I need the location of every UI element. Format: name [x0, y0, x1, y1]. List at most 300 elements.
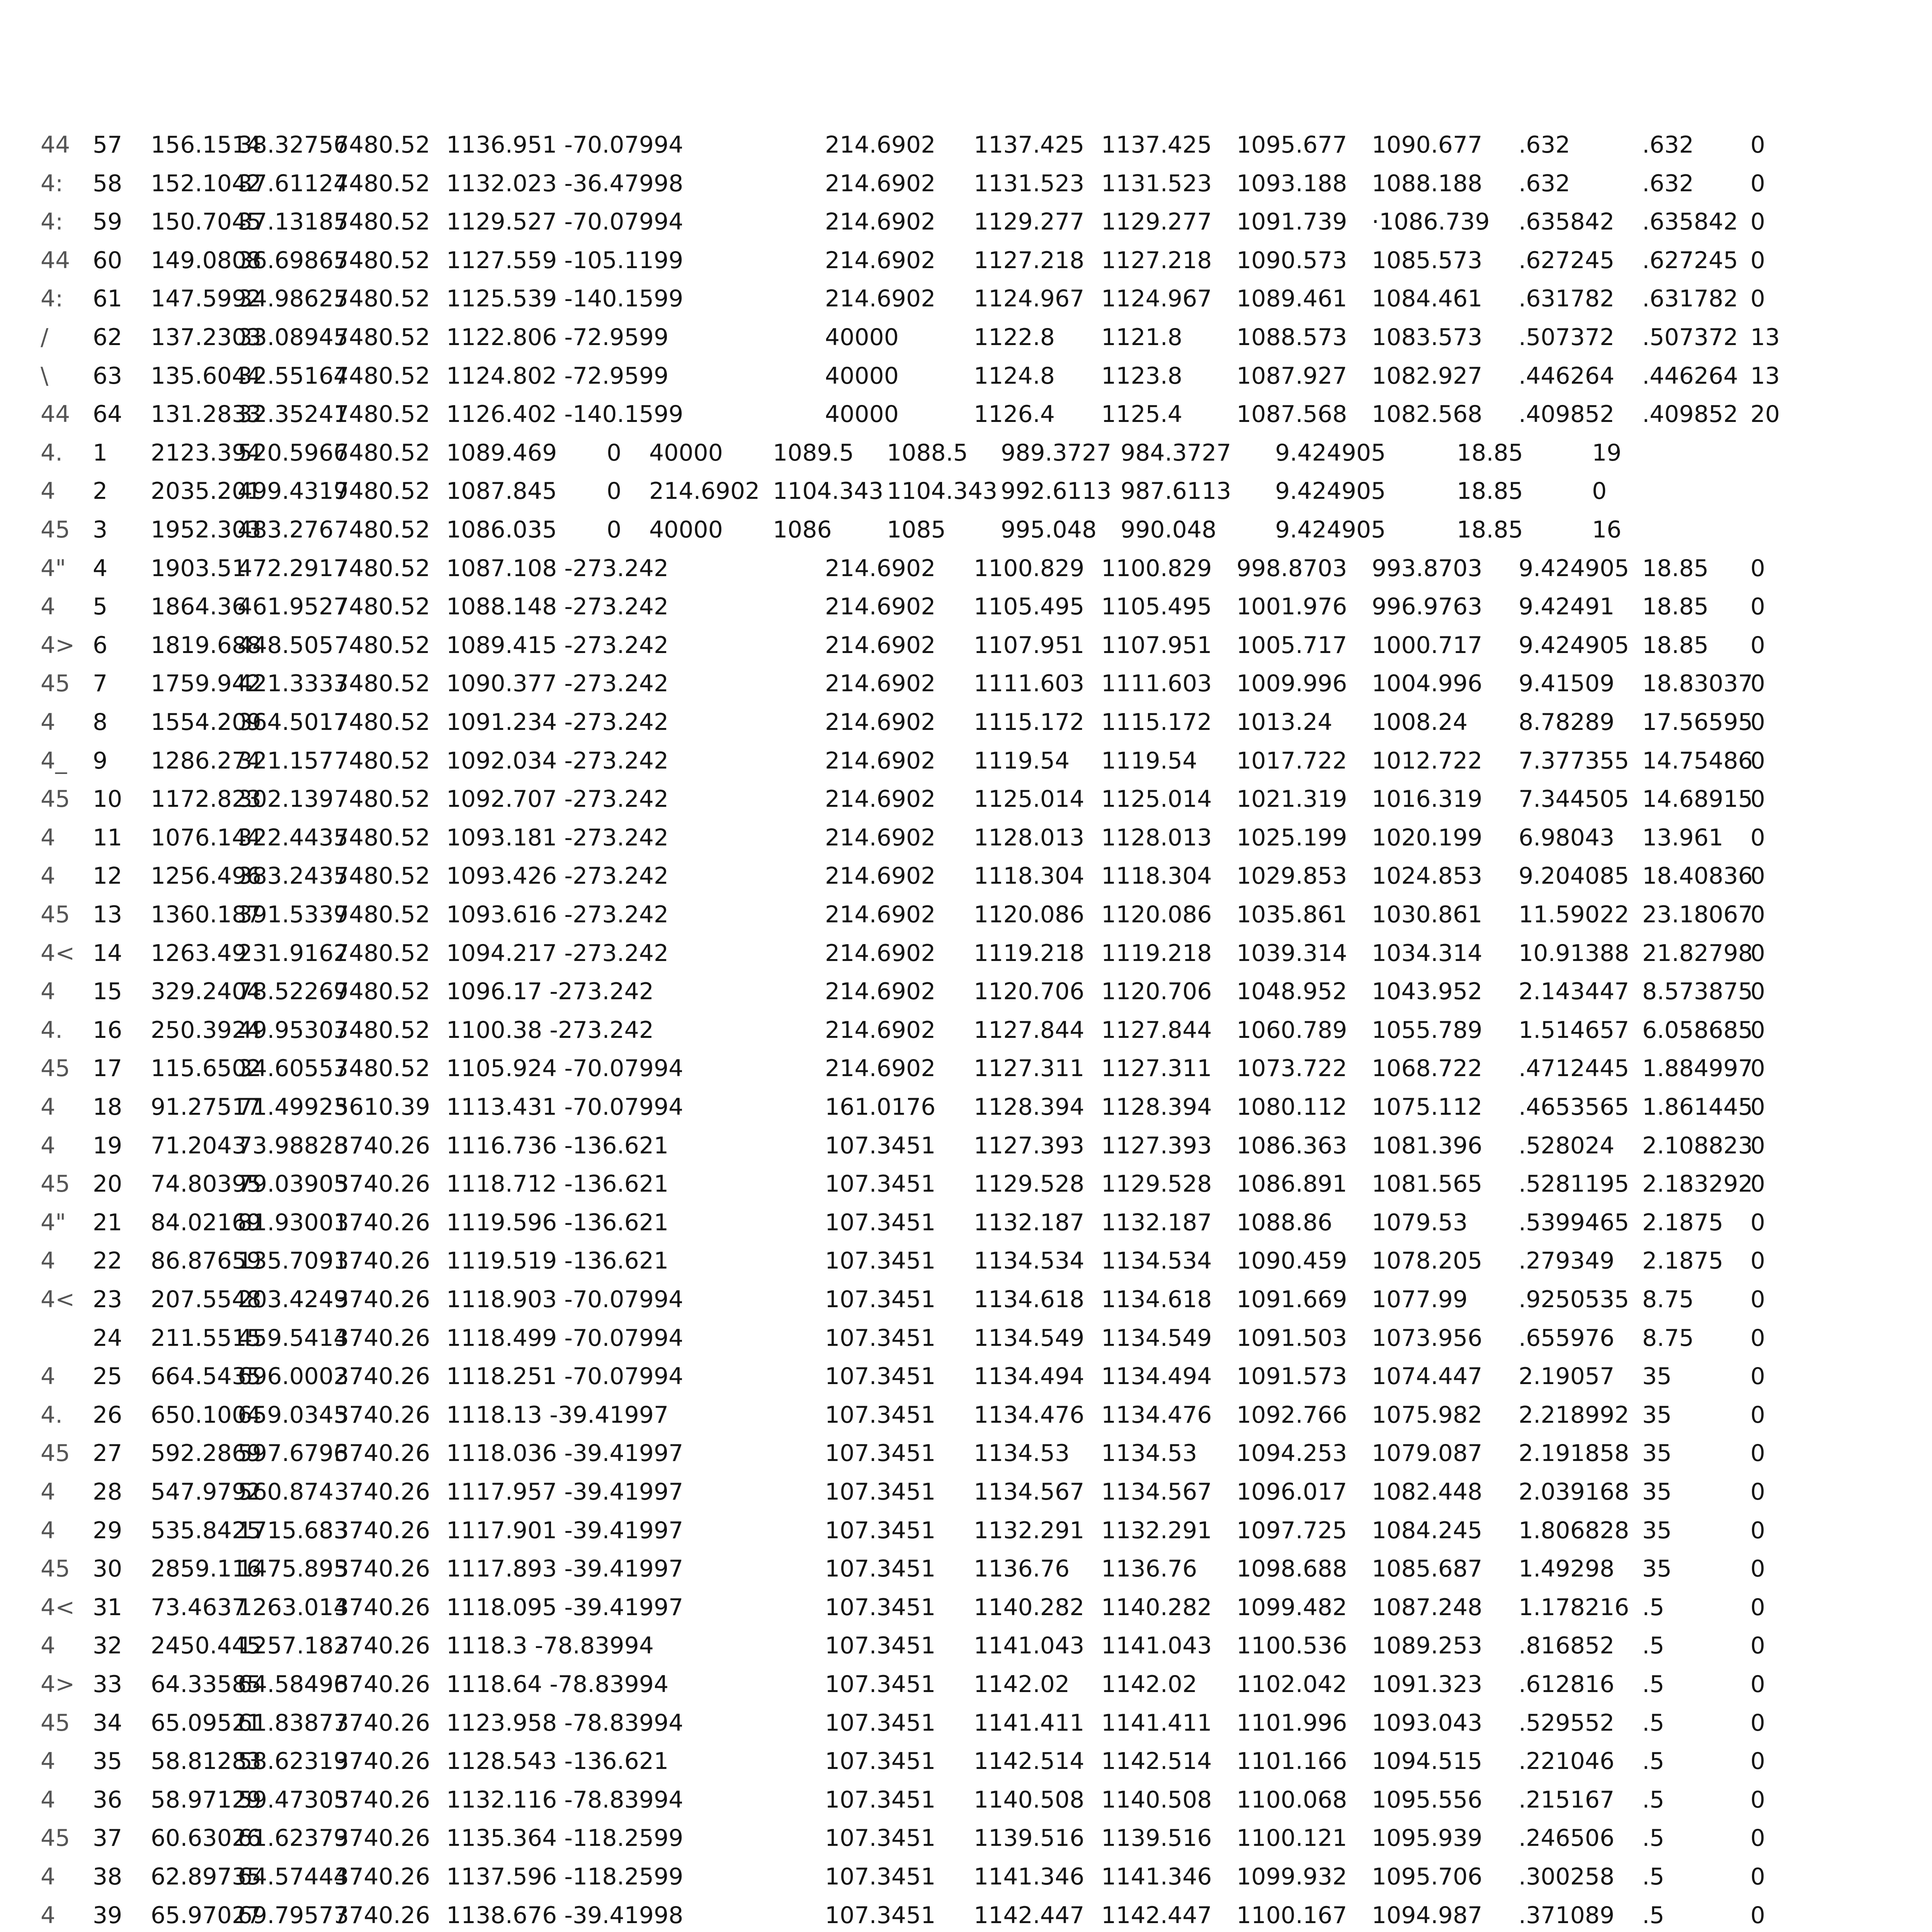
- table-cell: 1094.987: [1372, 1901, 1483, 1929]
- table-cell: 7480.52: [334, 362, 430, 389]
- row-marker: 4: [41, 593, 56, 621]
- table-cell: 1097.725: [1236, 1517, 1347, 1544]
- table-cell: 1115.172: [1101, 709, 1212, 736]
- table-cell: 7480.52: [334, 978, 430, 1005]
- table-cell: 1119.218: [1101, 939, 1212, 967]
- table-cell: 1082.568: [1372, 401, 1483, 428]
- table-cell: 1100.829: [974, 554, 1085, 582]
- table-cell: 1074.447: [1372, 1363, 1483, 1390]
- table-cell: 9.424905: [1519, 554, 1629, 582]
- table-cell: 1120.706: [1101, 978, 1212, 1005]
- table-cell: 9.424905: [1519, 631, 1629, 659]
- table-cell: 1120.086: [1101, 901, 1212, 928]
- table-cell: 107.3451: [825, 1363, 936, 1390]
- row-index: 10: [93, 786, 122, 813]
- table-cell: .627245: [1519, 247, 1615, 274]
- table-cell: 214.6902: [825, 862, 936, 890]
- table-cell: 472.2917: [238, 554, 349, 582]
- table-cell: 20: [1750, 401, 1780, 428]
- table-cell: 71.2043: [151, 1132, 247, 1159]
- table-cell: 34.60553: [238, 1055, 349, 1082]
- table-cell: 1134.494: [1101, 1363, 1212, 1390]
- row-index: 62: [93, 324, 122, 351]
- row-marker: 4": [41, 1209, 66, 1236]
- row-marker: 44: [41, 401, 70, 428]
- table-cell: 364.5017: [238, 709, 349, 736]
- table-cell: 1034.314: [1372, 939, 1483, 967]
- table-cell: 8.573875: [1642, 978, 1753, 1005]
- table-cell: 7480.52: [334, 247, 430, 274]
- table-cell: 9.424905: [1275, 478, 1386, 505]
- table-cell: 1125.539 -140.1599: [446, 285, 684, 313]
- table-cell: 60.63026: [151, 1825, 262, 1852]
- table-cell: 1142.447: [974, 1901, 1085, 1929]
- table-cell: 107.3451: [825, 1748, 936, 1775]
- row-marker: 4<: [41, 1594, 75, 1621]
- table-cell: 7480.52: [334, 131, 430, 158]
- table-cell: 1025.199: [1236, 824, 1347, 851]
- table-cell: 37.61124: [238, 170, 349, 197]
- row-index: 32: [93, 1632, 122, 1660]
- table-cell: 1142.02: [974, 1671, 1070, 1698]
- table-cell: 1134.494: [974, 1363, 1085, 1390]
- table-cell: 0: [1750, 131, 1765, 158]
- table-cell: 421.3333: [238, 670, 349, 697]
- row-marker: \: [41, 362, 49, 389]
- table-cell: 1134.53: [974, 1440, 1070, 1467]
- table-cell: 3740.26: [334, 1209, 430, 1236]
- table-cell: 1119.54: [974, 747, 1070, 774]
- table-cell: 18.83037: [1642, 670, 1753, 697]
- table-cell: 0: [1750, 747, 1765, 774]
- row-index: 27: [93, 1440, 122, 1467]
- table-cell: 1100.068: [1236, 1786, 1347, 1813]
- table-cell: 1137.596 -118.2599: [446, 1863, 684, 1890]
- table-cell: 1090.573: [1236, 247, 1347, 274]
- table-cell: 3740.26: [334, 1363, 430, 1390]
- table-cell: 32.55164: [238, 362, 349, 389]
- table-cell: 13: [1750, 324, 1780, 351]
- table-cell: 1094.515: [1372, 1748, 1483, 1775]
- table-cell: 7480.52: [334, 1016, 430, 1044]
- table-cell: 1105.924 -70.07994: [446, 1055, 684, 1082]
- table-cell: 995.048: [1001, 516, 1097, 543]
- table-cell: 1127.311: [974, 1055, 1085, 1082]
- table-cell: 1009.996: [1236, 670, 1347, 697]
- table-cell: 35: [1642, 1401, 1672, 1429]
- table-cell: 18.85: [1457, 516, 1523, 543]
- table-cell: 1084.245: [1372, 1517, 1483, 1544]
- table-cell: 1088.188: [1372, 170, 1483, 197]
- table-cell: 9.42491: [1519, 593, 1615, 621]
- row-index: 30: [93, 1555, 122, 1583]
- table-cell: .631782: [1642, 285, 1738, 313]
- table-cell: 74.80395: [151, 1170, 262, 1198]
- table-cell: 1118.095 -39.41997: [446, 1594, 684, 1621]
- table-cell: 40000: [649, 516, 723, 543]
- table-cell: 1138.676 -39.41998: [446, 1901, 684, 1929]
- table-cell: 214.6902: [825, 1055, 936, 1082]
- table-cell: 40000: [825, 401, 899, 428]
- table-cell: 0: [1750, 1671, 1765, 1698]
- table-cell: 1128.013: [974, 824, 1085, 851]
- table-cell: 1118.036 -39.41997: [446, 1440, 684, 1467]
- table-cell: 1093.616 -273.242: [446, 901, 669, 928]
- table-cell: .279349: [1519, 1247, 1615, 1275]
- row-marker: 4: [41, 1901, 56, 1929]
- table-cell: 0: [1750, 1594, 1765, 1621]
- table-cell: 0: [1750, 1786, 1765, 1813]
- table-cell: 1089.253: [1372, 1632, 1483, 1660]
- table-cell: 1012.722: [1372, 747, 1483, 774]
- table-cell: 107.3451: [825, 1786, 936, 1813]
- table-cell: 23.18067: [1642, 901, 1753, 928]
- row-marker: 4.: [41, 439, 63, 466]
- table-cell: 1123.958 -78.83994: [446, 1709, 684, 1736]
- table-cell: 214.6902: [649, 478, 760, 505]
- table-cell: 1091.234 -273.242: [446, 709, 669, 736]
- table-cell: 987.6113: [1121, 478, 1231, 505]
- table-cell: 1099.482: [1236, 1594, 1347, 1621]
- table-cell: 1087.927: [1236, 362, 1347, 389]
- table-cell: 78.52269: [238, 978, 349, 1005]
- table-cell: 1125.4: [1101, 401, 1182, 428]
- table-cell: 107.3451: [825, 1170, 936, 1198]
- table-cell: 1117.957 -39.41997: [446, 1478, 684, 1505]
- table-cell: 1079.087: [1372, 1440, 1483, 1467]
- table-cell: 1048.952: [1236, 978, 1347, 1005]
- table-cell: 1126.4: [974, 401, 1055, 428]
- table-cell: 1078.205: [1372, 1247, 1483, 1275]
- table-cell: 33.08945: [238, 324, 349, 351]
- table-cell: 1090.377 -273.242: [446, 670, 669, 697]
- table-cell: 1087.248: [1372, 1594, 1483, 1621]
- row-marker: 4: [41, 1517, 56, 1544]
- row-index: 12: [93, 862, 122, 890]
- table-cell: 8.78289: [1519, 709, 1615, 736]
- row-index: 58: [93, 170, 122, 197]
- table-cell: 1127.844: [974, 1016, 1085, 1044]
- table-cell: 19: [1592, 439, 1622, 466]
- table-cell: 1128.543 -136.621: [446, 1748, 669, 1775]
- table-cell: 3740.26: [334, 1324, 430, 1352]
- table-cell: 1092.766: [1236, 1401, 1347, 1429]
- table-cell: 2.218992: [1519, 1401, 1629, 1429]
- table-cell: 520.5966: [238, 439, 349, 466]
- row-marker: /: [41, 324, 49, 351]
- table-cell: .529552: [1519, 1709, 1615, 1736]
- table-cell: .5: [1642, 1825, 1665, 1852]
- table-cell: 547.9792: [151, 1478, 262, 1505]
- table-cell: 1759.942: [151, 670, 262, 697]
- table-cell: 58.97129: [151, 1786, 262, 1813]
- table-cell: 0: [1750, 1555, 1765, 1583]
- table-cell: .5: [1642, 1786, 1665, 1813]
- table-cell: 0: [1750, 208, 1765, 236]
- table-cell: 1819.688: [151, 631, 262, 659]
- table-cell: 64.58496: [238, 1671, 349, 1698]
- table-cell: 1030.861: [1372, 901, 1483, 928]
- table-cell: 1903.51: [151, 554, 247, 582]
- table-cell: 1127.559 -105.1199: [446, 247, 684, 274]
- table-cell: 9.41509: [1519, 670, 1615, 697]
- table-cell: 329.2404: [151, 978, 262, 1005]
- row-marker: 4: [41, 978, 56, 1005]
- table-cell: 214.6902: [825, 554, 936, 582]
- table-cell: .5281195: [1519, 1170, 1629, 1198]
- table-cell: 1105.495: [974, 593, 1085, 621]
- table-cell: 61.83877: [238, 1709, 349, 1736]
- row-index: 18: [93, 1094, 122, 1121]
- table-cell: 64.57444: [238, 1863, 349, 1890]
- table-cell: 1134.549: [974, 1324, 1085, 1352]
- table-cell: .507372: [1519, 324, 1615, 351]
- table-cell: .528024: [1519, 1132, 1615, 1159]
- table-cell: 3740.26: [334, 1555, 430, 1583]
- table-cell: 0: [1750, 1363, 1765, 1390]
- table-cell: 1096.017: [1236, 1478, 1347, 1505]
- table-cell: 1136.76: [974, 1555, 1070, 1583]
- table-cell: 40000: [825, 362, 899, 389]
- table-cell: 2859.116: [151, 1555, 262, 1583]
- table-cell: 37.13185: [238, 208, 349, 236]
- table-cell: 2.143447: [1519, 978, 1629, 1005]
- table-cell: 1098.688: [1236, 1555, 1347, 1583]
- table-cell: 1093.181 -273.242: [446, 824, 669, 851]
- table-cell: 1117.901 -39.41997: [446, 1517, 684, 1544]
- table-cell: 1.884997: [1642, 1055, 1753, 1082]
- table-cell: 1139.516: [1101, 1825, 1212, 1852]
- table-cell: 3740.26: [334, 1863, 430, 1890]
- table-cell: 1113.431 -70.07994: [446, 1094, 684, 1121]
- table-cell: 107.3451: [825, 1594, 936, 1621]
- table-cell: 1127.393: [1101, 1132, 1212, 1159]
- table-cell: 1024.853: [1372, 862, 1483, 890]
- table-cell: 58.62319: [238, 1748, 349, 1775]
- table-cell: 1091.739: [1236, 208, 1347, 236]
- table-cell: 211.5515: [151, 1324, 262, 1352]
- table-cell: 1107.951: [974, 631, 1085, 659]
- table-cell: 1099.932: [1236, 1863, 1347, 1890]
- table-cell: 107.3451: [825, 1671, 936, 1698]
- table-cell: 0: [1750, 1324, 1765, 1352]
- table-cell: 6.058685: [1642, 1016, 1753, 1044]
- row-index: 19: [93, 1132, 122, 1159]
- table-cell: 1081.565: [1372, 1170, 1483, 1198]
- table-cell: 597.6796: [238, 1440, 349, 1467]
- table-cell: 1087.568: [1236, 401, 1347, 428]
- row-index: 14: [93, 939, 122, 967]
- table-cell: 3740.26: [334, 1478, 430, 1505]
- table-cell: 7.344505: [1519, 786, 1629, 813]
- table-cell: 1000.717: [1372, 631, 1483, 659]
- table-cell: .5: [1642, 1863, 1665, 1890]
- row-marker: 4: [41, 1786, 56, 1813]
- table-cell: 1142.514: [974, 1748, 1085, 1775]
- table-cell: 214.6902: [825, 939, 936, 967]
- table-cell: 1134.618: [974, 1286, 1085, 1313]
- table-cell: 38.32756: [238, 131, 349, 158]
- row-marker: 45: [41, 670, 70, 697]
- table-cell: 1085.687: [1372, 1555, 1483, 1583]
- row-index: 35: [93, 1748, 122, 1775]
- table-cell: 86.87659: [151, 1247, 262, 1275]
- table-cell: 0: [1750, 1247, 1765, 1275]
- table-cell: 1122.806 -72.9599: [446, 324, 669, 351]
- table-cell: 0: [1750, 1401, 1765, 1429]
- table-cell: 1029.853: [1236, 862, 1347, 890]
- table-cell: 18.85: [1642, 554, 1709, 582]
- table-cell: 0: [1750, 1901, 1765, 1929]
- table-cell: 1095.939: [1372, 1825, 1483, 1852]
- table-cell: 18.85: [1457, 439, 1523, 466]
- table-cell: 1085: [887, 516, 946, 543]
- table-cell: 107.3451: [825, 1209, 936, 1236]
- table-cell: 35: [1642, 1440, 1672, 1467]
- table-cell: 0: [1750, 1055, 1765, 1082]
- table-cell: 7480.52: [334, 324, 430, 351]
- table-cell: 40000: [649, 439, 723, 466]
- table-cell: 1089.415 -273.242: [446, 631, 669, 659]
- table-cell: 1118.251 -70.07994: [446, 1363, 684, 1390]
- table-cell: 1035.861: [1236, 901, 1347, 928]
- table-cell: 0: [1750, 1132, 1765, 1159]
- table-cell: .631782: [1519, 285, 1615, 313]
- table-cell: 7480.52: [334, 786, 430, 813]
- row-marker: 45: [41, 1555, 70, 1583]
- table-cell: 0: [1750, 824, 1765, 851]
- table-cell: 8.75: [1642, 1324, 1694, 1352]
- table-cell: 35: [1642, 1517, 1672, 1544]
- row-marker: 4:: [41, 285, 63, 313]
- row-marker: 45: [41, 901, 70, 928]
- table-cell: 107.3451: [825, 1324, 936, 1352]
- table-cell: 107.3451: [825, 1286, 936, 1313]
- row-marker: 4: [41, 1094, 56, 1121]
- table-cell: 7480.52: [334, 401, 430, 428]
- table-cell: 459.5414: [238, 1324, 349, 1352]
- row-index: 61: [93, 285, 122, 313]
- table-cell: 1008.24: [1372, 709, 1468, 736]
- table-cell: 1286.274: [151, 747, 262, 774]
- table-cell: 214.6902: [825, 747, 936, 774]
- table-cell: 0: [1750, 1016, 1765, 1044]
- table-cell: 7480.52: [334, 670, 430, 697]
- table-cell: 17.56595: [1642, 709, 1753, 736]
- table-cell: 1124.802 -72.9599: [446, 362, 669, 389]
- table-cell: 1141.346: [974, 1863, 1085, 1890]
- row-index: 11: [93, 824, 122, 851]
- table-cell: 49.95303: [238, 1016, 349, 1044]
- table-cell: 0: [1750, 1863, 1765, 1890]
- table-cell: 1086: [773, 516, 832, 543]
- table-cell: 65.09521: [151, 1709, 262, 1736]
- table-cell: 2.191858: [1519, 1440, 1629, 1467]
- table-cell: .5: [1642, 1748, 1665, 1775]
- table-cell: 990.048: [1121, 516, 1217, 543]
- row-index: 22: [93, 1247, 122, 1275]
- table-cell: 1086.891: [1236, 1170, 1347, 1198]
- table-cell: 7480.52: [334, 862, 430, 890]
- row-index: 34: [93, 1709, 122, 1736]
- table-cell: 1060.789: [1236, 1016, 1347, 1044]
- table-cell: .655976: [1519, 1324, 1615, 1352]
- table-cell: 1116.736 -136.621: [446, 1132, 669, 1159]
- table-cell: 1089.461: [1236, 285, 1347, 313]
- table-cell: 3740.26: [334, 1748, 430, 1775]
- table-cell: 107.3451: [825, 1555, 936, 1583]
- table-cell: 16: [1592, 516, 1622, 543]
- table-cell: 1086.363: [1236, 1132, 1347, 1159]
- table-cell: 18.85: [1642, 593, 1709, 621]
- table-cell: 998.8703: [1236, 554, 1347, 582]
- table-cell: 1131.523: [974, 170, 1085, 197]
- table-cell: .446264: [1519, 362, 1615, 389]
- table-cell: 1.806828: [1519, 1517, 1629, 1544]
- table-cell: 560.874: [238, 1478, 334, 1505]
- table-cell: 34.98625: [238, 285, 349, 313]
- table-cell: 10.91388: [1519, 939, 1629, 967]
- table-cell: 0: [1750, 1748, 1765, 1775]
- table-cell: 1118.304: [1101, 862, 1212, 890]
- table-cell: 1016.319: [1372, 786, 1483, 813]
- table-cell: 73.4637: [151, 1594, 247, 1621]
- row-marker: 4": [41, 554, 66, 582]
- table-cell: 1119.218: [974, 939, 1085, 967]
- table-cell: .507372: [1642, 324, 1738, 351]
- table-cell: 1004.996: [1372, 670, 1483, 697]
- table-cell: 35: [1642, 1363, 1672, 1390]
- table-cell: .215167: [1519, 1786, 1615, 1813]
- table-cell: 7480.52: [334, 939, 430, 967]
- table-cell: 1132.291: [974, 1517, 1085, 1544]
- row-index: 33: [93, 1671, 122, 1698]
- table-cell: 7480.52: [334, 439, 430, 466]
- table-cell: 1118.903 -70.07994: [446, 1286, 684, 1313]
- table-cell: 0: [1750, 631, 1765, 659]
- table-cell: 32.35241: [238, 401, 349, 428]
- table-cell: 150.7045: [151, 208, 262, 236]
- table-cell: 1141.043: [974, 1632, 1085, 1660]
- table-cell: 1141.411: [1101, 1709, 1212, 1736]
- table-cell: 1141.043: [1101, 1632, 1212, 1660]
- row-index: 63: [93, 362, 122, 389]
- table-cell: 7480.52: [334, 824, 430, 851]
- table-cell: 1.49298: [1519, 1555, 1615, 1583]
- table-cell: 2.039168: [1519, 1478, 1629, 1505]
- table-cell: 1134.567: [1101, 1478, 1212, 1505]
- table-cell: 3740.26: [334, 1786, 430, 1813]
- table-cell: 107.3451: [825, 1247, 936, 1275]
- table-cell: 62.89735: [151, 1863, 262, 1890]
- table-cell: 156.1514: [151, 131, 262, 158]
- table-cell: 1092.707 -273.242: [446, 786, 669, 813]
- table-cell: 1141.346: [1101, 1863, 1212, 1890]
- row-index: 21: [93, 1209, 122, 1236]
- row-index: 17: [93, 1055, 122, 1082]
- table-cell: 1142.447: [1101, 1901, 1212, 1929]
- table-cell: 1084.461: [1372, 285, 1483, 313]
- table-cell: 1132.187: [1101, 1209, 1212, 1236]
- table-cell: 1132.023 -36.47998: [446, 170, 684, 197]
- table-cell: ·1086.739: [1372, 208, 1490, 236]
- table-cell: 1087.108 -273.242: [446, 554, 669, 582]
- table-cell: 1001.976: [1236, 593, 1347, 621]
- table-cell: 0: [1750, 1517, 1765, 1544]
- table-cell: 0: [1750, 170, 1765, 197]
- table-cell: 1091.573: [1236, 1363, 1347, 1390]
- table-cell: 0: [607, 516, 622, 543]
